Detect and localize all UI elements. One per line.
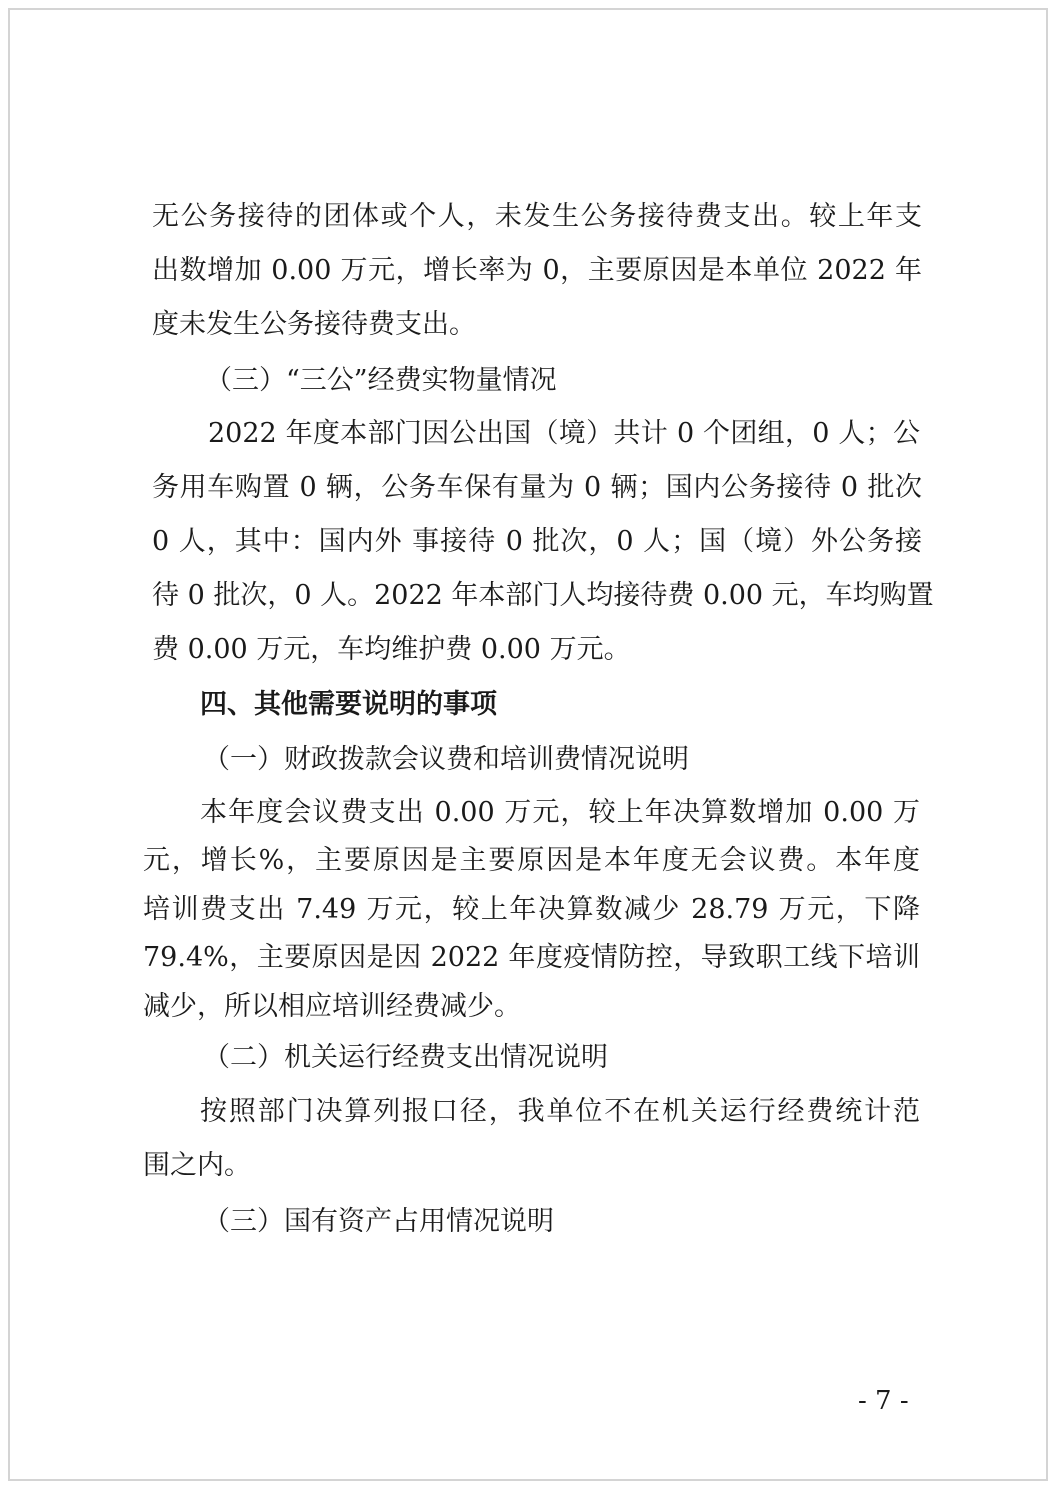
paragraph-line: 2022 年度本部门因公出国（境）共计 0 个团组，0 人；公 — [208, 418, 920, 449]
section-heading: 四、其他需要说明的事项 — [200, 689, 497, 720]
section-heading: （二）机关运行经费支出情况说明 — [203, 1042, 608, 1073]
paragraph-line: 培训费支出 7.49 万元，较上年决算数减少 28.79 万元，下降 — [143, 894, 920, 925]
page-number: - 7 - — [858, 1386, 909, 1416]
paragraph-line: 按照部门决算列报口径，我单位不在机关运行经费统计范 — [200, 1096, 920, 1127]
section-heading: （一）财政拨款会议费和培训费情况说明 — [203, 744, 689, 775]
paragraph-line: 0 人，其中：国内外 事接待 0 批次，0 人；国（境）外公务接 — [152, 526, 922, 557]
paragraph-line: 围之内。 — [143, 1150, 251, 1181]
paragraph-line: 度未发生公务接待费支出。 — [152, 309, 476, 340]
paragraph-line: 费 0.00 万元，车均维护费 0.00 万元。 — [152, 634, 631, 665]
paragraph-line: 减少，所以相应培训经费减少。 — [143, 991, 521, 1022]
paragraph-line: 出数增加 0.00 万元，增长率为 0，主要原因是本单位 2022 年 — [152, 255, 922, 286]
paragraph-line: 无公务接待的团体或个人，未发生公务接待费支出。较上年支 — [152, 201, 922, 232]
paragraph-line: 元，增长%，主要原因是主要原因是本年度无会议费。本年度 — [143, 845, 920, 876]
paragraph-line: 待 0 批次，0 人。2022 年本部门人均接待费 0.00 元，车均购置 — [152, 580, 934, 611]
paragraph-line: 本年度会议费支出 0.00 万元，较上年决算数增加 0.00 万 — [200, 797, 920, 828]
section-heading: （三）国有资产占用情况说明 — [203, 1206, 554, 1237]
paragraph-line: 务用车购置 0 辆，公务车保有量为 0 辆；国内公务接待 0 批次 — [152, 472, 922, 503]
paragraph-line: 79.4%，主要原因是因 2022 年度疫情防控，导致职工线下培训 — [143, 942, 920, 973]
section-heading: （三）“三公”经费实物量情况 — [205, 365, 557, 396]
